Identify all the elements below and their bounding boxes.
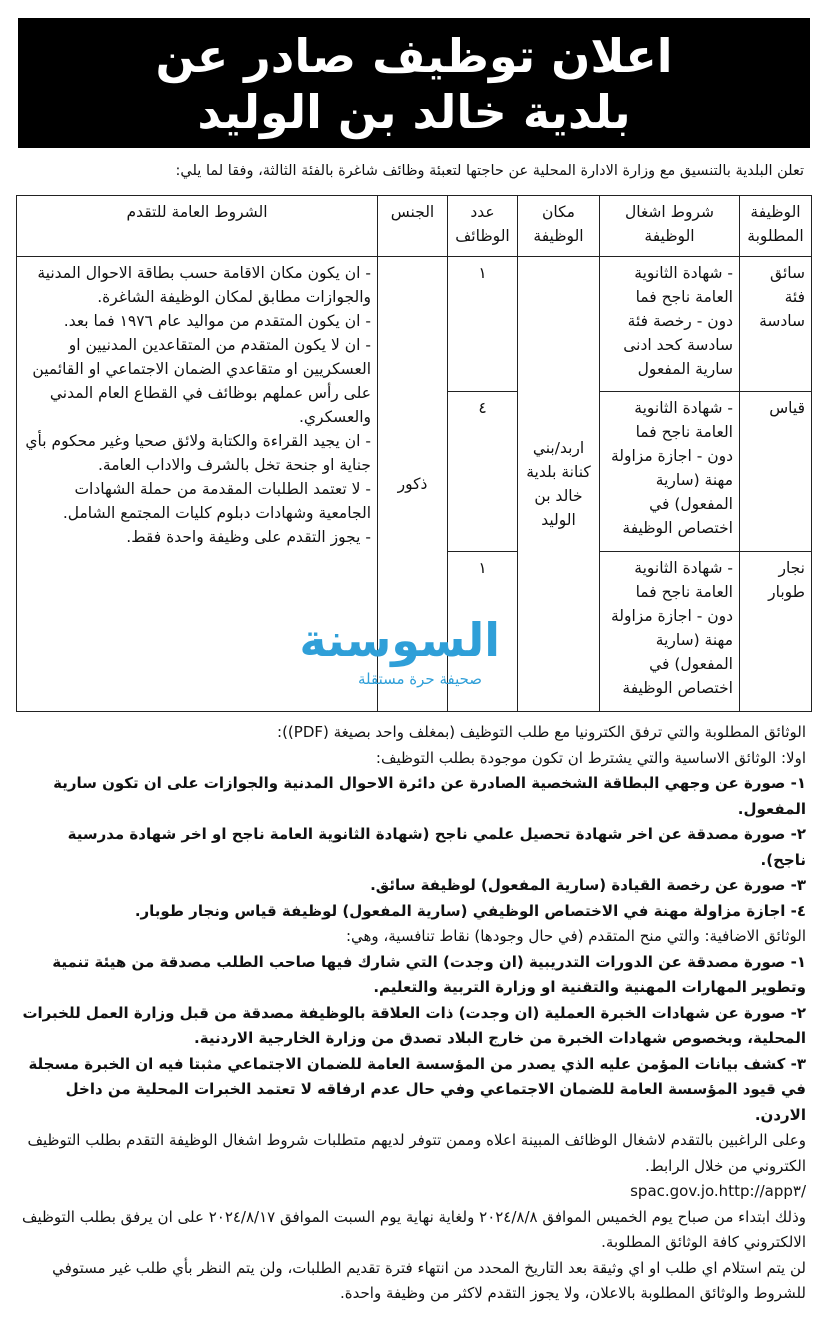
watermark-name: السوسنة — [299, 613, 500, 667]
intro-text: تعلن البلدية بالتنسيق مع وزارة الادارة المحلية عن حاجتها لتعبئة وظائف شاغرة بالفئة الثالثة، وفقا لما يلي: — [175, 163, 804, 179]
header-conditions: الشروط العامة للتقدم — [17, 196, 378, 257]
condition-item: - يجوز التقدم على وظيفة واحدة فقط. — [126, 528, 371, 546]
application-period: وذلك ابتداء من صباح يوم الخميس الموافق ٢٠٢٤/٨/٨ ولغاية نهاية يوم السبت الموافق ٢٠٢٤/٨/١٧ على ان يرفق بطلب التوظيف الالكتروني كافة الوثائق المطلوبة. — [21, 1207, 806, 1251]
application-link[interactable]: /spac.gov.jo.http://app٣ — [630, 1182, 806, 1200]
requirements-cell: - شهادة الثانوية العامة ناجح فما دون - اجازة مزاولة مهنة (سارية المفعول) في اختصاص الوظيفة — [600, 552, 740, 712]
table-header-row — [17, 196, 812, 257]
extra-docs-heading: الوثائق الاضافية: والتي منح المتقدم (في حال وجودها) نقاط تنافسية، وهي: — [345, 927, 806, 945]
table-row — [17, 257, 812, 392]
count-cell: ٤ — [448, 392, 518, 552]
docs-heading: الوثائق المطلوبة والتي ترفق الكترونيا مع طلب التوظيف (بمغلف واحد بصيغة (PDF)): — [277, 723, 806, 741]
location-cell: اربد/بني كنانة بلدية خالد بن الوليد — [518, 257, 600, 712]
basic-doc-item: ٤- اجازة مزاولة مهنة في الاختصاص الوظيفي (سارية المفعول) لوظيفة قياس ونجار طوبار. — [134, 901, 806, 920]
title-line-1: اعلان توظيف صادر عن — [155, 29, 673, 83]
job-cell: سائق فئة سادسة — [740, 257, 812, 392]
condition-item: - ان يكون مكان الاقامة حسب بطاقة الاحوال المدنية والجوازات مطابق لمكان الوظيفة الشاغرة. — [37, 264, 371, 306]
job-cell: قياس — [740, 392, 812, 552]
title-line-2: بلدية خالد بن الوليد — [197, 85, 631, 139]
watermark-tagline: صحيفة حرة مستقلة — [357, 670, 483, 688]
header-requirements: شروط اشغال الوظيفة — [600, 196, 740, 257]
header-gender: الجنس — [378, 196, 448, 257]
count-cell: ١ — [448, 552, 518, 712]
extra-doc-item: ٢- صورة عن شهادات الخبرة العملية (ان وجدت) ذات العلاقة بالوظيفة مصدقة من قبل وزارة العمل للخبرات المحلية، وبخصوص شهادات الخبرة من خارج البلاد تصدق من وزارة الخارجية الاردنية. — [22, 1003, 806, 1047]
header-count: عدد الوظائف — [448, 196, 518, 257]
header-location: مكان الوظيفة — [518, 196, 600, 257]
header-job: الوظيفة المطلوبة — [740, 196, 812, 257]
condition-item: - لا تعتمد الطلبات المقدمة من حملة الشهادات الجامعية وشهادات دبلوم كليات المجتمع الشامل. — [62, 480, 371, 522]
extra-doc-item: ١- صورة مصدقة عن الدورات التدريبية (ان وجدت) التي شارك فيها صاحب الطلب مصدقة من هيئة تنمية وتطوير المهارات المهنية والتقنية او وزارة التربية والتعليم. — [52, 952, 806, 996]
apply-instructions: وعلى الراغبين بالتقدم لاشغال الوظائف المبينة اعلاه وممن تتوفر لديهم متطلبات شروط اشغال الوظيفة التقدم بطلب التوظيف الكتروني من خلال الرابط. — [27, 1131, 806, 1175]
condition-item: - ان لا يكون المتقدم من المتقاعدين المدنيين او العسكريين او متقاعدي الضمان الاجتماعي او القائمين على رأس عملهم بوظائف في القطاع العام المدني والعسكري. — [32, 336, 371, 426]
condition-item: - ان يكون المتقدم من مواليد عام ١٩٧٦ فما بعد. — [63, 312, 371, 330]
condition-item: - ان يجيد القراءة والكتابة ولائق صحيا وغير محكوم بأي جناية او جنحة تخل بالشرف والاداب العامة. — [25, 432, 371, 474]
extra-doc-item: ٣- كشف بيانات المؤمن عليه الذي يصدر من المؤسسة العامة للضمان الاجتماعي مثبتا فيه ان الخبرة مسجلة في قيود المؤسسة العامة للضمان الاجتماعي وفي حال عدم ارفاقه لا تعتمد الخبرات المحلية من داخل الاردن. — [28, 1054, 806, 1124]
watermark-logo — [299, 612, 500, 708]
job-cell: نجار طوبار — [740, 552, 812, 712]
gender-cell: ذكور — [378, 257, 448, 712]
requirements-cell: - شهادة الثانوية العامة ناجح فما دون - رخصة فئة سادسة كحد ادنى سارية المفعول — [600, 257, 740, 392]
title-banner — [18, 18, 810, 148]
requirements-cell: - شهادة الثانوية العامة ناجح فما دون - اجازة مزاولة مهنة (سارية المفعول) في اختصاص الوظيفة — [600, 392, 740, 552]
basic-doc-item: ٣- صورة عن رخصة القيادة (سارية المفعول) لوظيفة سائق. — [370, 876, 806, 894]
documents-section — [20, 720, 806, 1307]
count-cell: ١ — [448, 257, 518, 392]
final-notice: لن يتم استلام اي طلب او اي وثيقة بعد التاريخ المحدد من انتهاء فترة تقديم الطلبات، ولن يتم النظر بأي طلب غير مستوفي للشروط والوثائق المطلوبة بالاعلان، ولا يجوز التقدم لاكثر من وظيفة واحدة. — [52, 1258, 806, 1302]
basic-doc-item: ١- صورة عن وجهي البطاقة الشخصية الصادرة عن دائرة الاحوال المدنية والجوازات على ان تكون سارية المفعول. — [53, 774, 806, 818]
basic-doc-item: ٢- صورة مصدقة عن اخر شهادة تحصيل علمي ناجح (شهادة الثانوية العامة ناجح او اخر شهادة مدرسية ناجح). — [67, 825, 806, 869]
basic-docs-heading: اولا: الوثائق الاساسية والتي يشترط ان تكون موجودة بطلب التوظيف: — [375, 748, 806, 767]
